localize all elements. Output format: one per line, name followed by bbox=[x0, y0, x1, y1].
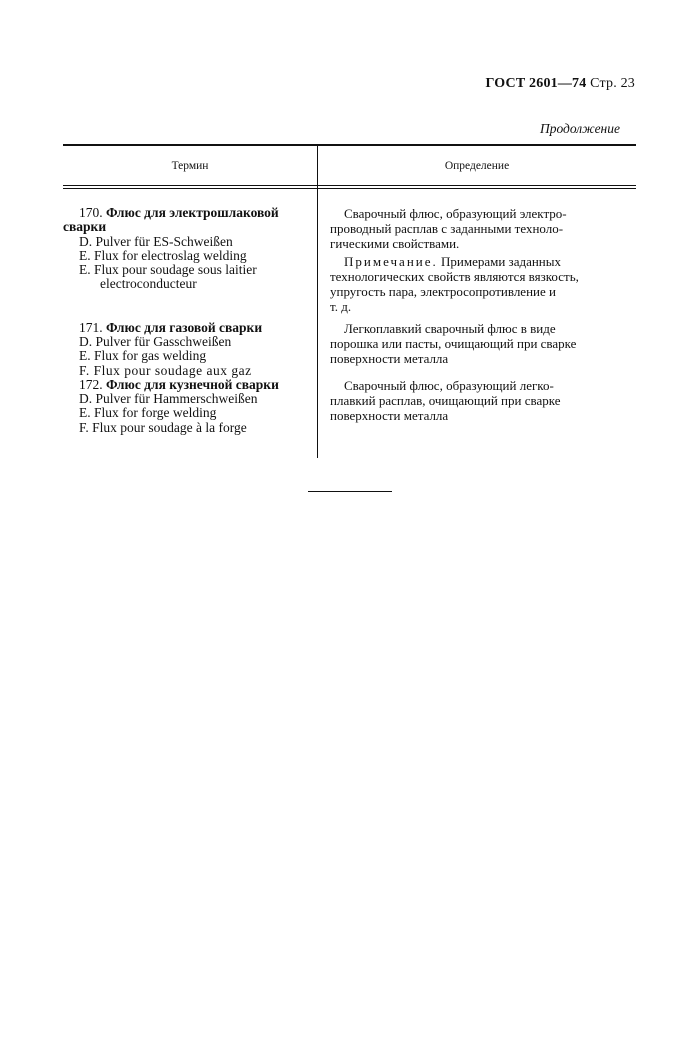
term-171-de: D. Pulver für Gasschweißen bbox=[79, 334, 232, 349]
page-number: Стр. 23 bbox=[590, 76, 635, 91]
end-of-section-rule bbox=[308, 491, 392, 492]
term-172-de: D. Pulver für Hammerschweißen bbox=[79, 391, 258, 406]
def-172-line1: Сварочный флюс, образующий легко- bbox=[344, 378, 554, 393]
term-172-number: 172. bbox=[79, 377, 103, 392]
term-172-en: E. Flux for forge welding bbox=[79, 405, 217, 420]
note-line4: т. д. bbox=[330, 299, 352, 314]
def-170-line1: Сварочный флюс, образующий электро- bbox=[344, 206, 567, 221]
definition-170 bbox=[330, 206, 635, 251]
term-170-fr-cont: electroconducteur bbox=[100, 276, 197, 291]
def-170-line2: проводный расплав с заданными техноло- bbox=[330, 221, 564, 236]
term-170-title-line2: сварки bbox=[63, 219, 107, 234]
term-170-title-cont bbox=[63, 220, 106, 235]
def-172-line3: поверхности металла bbox=[330, 408, 449, 423]
def-170-line3: гическими свойствами. bbox=[330, 236, 460, 251]
term-170-title bbox=[79, 206, 279, 221]
term-171-fr: F. Flux pour soudage aux gaz bbox=[79, 363, 252, 378]
note-170 bbox=[330, 254, 635, 314]
table-top-rule bbox=[63, 144, 636, 146]
column-divider bbox=[317, 145, 318, 458]
def-172-line2: плавкий расплав, очищающий при сварке bbox=[330, 393, 561, 408]
header-rule-double bbox=[63, 188, 636, 189]
note-line3: упругость пара, электросопротивление и bbox=[330, 284, 556, 299]
note-line1: Примерами заданных bbox=[437, 254, 561, 269]
def-171-line2: порошка или пасты, очищающий при сварке bbox=[330, 336, 577, 351]
column-header-definition: Определение bbox=[444, 160, 510, 172]
definition-171 bbox=[330, 321, 635, 366]
note-line2: технологических свойств являются вязкость, bbox=[330, 269, 579, 284]
standard-number: ГОСТ 2601—74 bbox=[485, 76, 587, 91]
term-170-en: E. Flux for electroslag welding bbox=[79, 248, 247, 263]
term-170-title-line1: Флюс для электрошлаковой bbox=[106, 205, 279, 220]
term-172-fr: F. Flux pour soudage à la forge bbox=[79, 420, 247, 435]
definition-172 bbox=[330, 378, 635, 423]
term-171-en: E. Flux for gas welding bbox=[79, 348, 207, 363]
column-header-term: Термин bbox=[171, 160, 209, 172]
term-170-fr: E. Flux pour soudage sous laitier bbox=[79, 262, 257, 277]
continuation-label: Продолжение bbox=[539, 121, 620, 136]
term-171-title-text: Флюс для газовой сварки bbox=[106, 320, 263, 335]
term-170-number: 170. bbox=[79, 205, 103, 220]
term-172-title-text: Флюс для кузнечной сварки bbox=[106, 377, 279, 392]
def-171-line1: Легкоплавкий сварочный флюс в виде bbox=[344, 321, 556, 336]
term-170-de: D. Pulver für ES-Schweißen bbox=[79, 234, 233, 249]
term-171-number: 171. bbox=[79, 320, 103, 335]
header-rule bbox=[63, 185, 636, 186]
def-171-line3: поверхности металла bbox=[330, 351, 449, 366]
note-label: Примечание. bbox=[344, 254, 438, 269]
page-header bbox=[485, 76, 635, 92]
